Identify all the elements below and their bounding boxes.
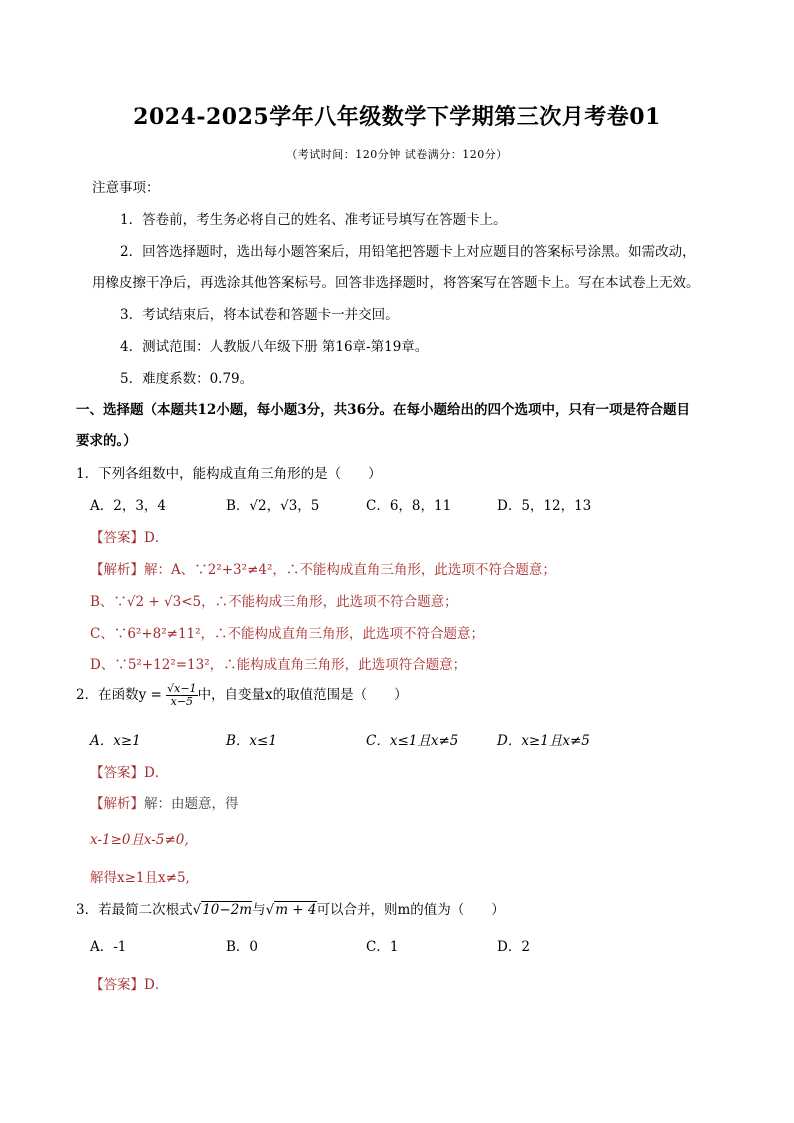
radicand: m + 4 [275, 902, 317, 918]
stem-prefix: 2．在函数y = [76, 687, 162, 703]
option-a: A．-1 [90, 939, 127, 955]
analysis-line: D、∵5²+12²=13²，∴能构成直角三角形，此选项符合题意； [90, 657, 467, 673]
option-a: A．x≥1 [90, 733, 141, 749]
question-stem [76, 898, 505, 918]
note-item: 2．回答选择题时，选出每小题答案后，用铅笔把答题卡上对应题目的答案标号涂黑。如需改动， [120, 244, 696, 260]
analysis-line: B、∵√2 + √3<5，∴不能构成三角形，此选项不符合题意； [90, 594, 458, 610]
question-stem: 1．下列各组数中，能构成直角三角形的是（ ） [76, 466, 382, 482]
note-item: 1．答卷前，考生务必将自己的姓名、准考证号填写在答题卡上。 [120, 212, 507, 228]
answer: 【答案】D． [90, 530, 169, 546]
fraction [166, 683, 197, 708]
option-c: C．1 [366, 939, 399, 955]
analysis-line: 解：由题意，得 [144, 796, 239, 812]
stem-suffix: 中，自变量x的取值范围是（ ） [197, 687, 408, 703]
analysis-line: 解：A、∵2²+3²≠4²，∴不能构成直角三角形，此选项不符合题意； [144, 562, 556, 578]
section-heading: 一、选择题（本题共12小题，每小题3分，共36分。在每小题给出的四个选项中，只有一项是符合题目 [76, 402, 690, 418]
option-d: D．2 [497, 939, 530, 955]
exam-info: （考试时间：120分钟 试卷满分：120分） [286, 148, 508, 161]
question-stem [76, 683, 408, 708]
option-d: D．x≥1且x≠5 [497, 733, 590, 749]
option-b: B．0 [226, 939, 259, 955]
answer: 【答案】D． [90, 765, 169, 781]
analysis-line: x-1≥0且x-5≠0, [90, 832, 189, 848]
note-item: 5．难度系数：0.79。 [120, 371, 254, 387]
section-heading-cont: 要求的。） [76, 433, 137, 449]
option-b: B．√2，√3，5 [226, 498, 320, 514]
fraction-denominator: x−5 [170, 695, 194, 708]
analysis-label: 【解析】 [90, 562, 144, 578]
analysis-line: 解得x≥1且x≠5, [90, 870, 190, 886]
notes-heading: 注意事项： [92, 180, 160, 196]
answer: 【答案】D． [90, 977, 169, 993]
fraction-numerator: √x−1 [167, 682, 197, 695]
stem-prefix: 3．若最简二次根式√ [76, 902, 202, 918]
radicand: 10−2m [202, 902, 253, 918]
option-c: C．6，8，11 [366, 498, 452, 514]
analysis-line: C、∵6²+8²≠11²，∴不能构成直角三角形，此选项不符合题意； [90, 626, 485, 642]
option-b: B．x≤1 [226, 733, 277, 749]
note-item: 3．考试结束后，将本试卷和答题卡一并交回。 [120, 307, 399, 323]
stem-suffix: 可以合并，则m的值为（ ） [316, 902, 505, 918]
option-a: A．2，3，4 [90, 498, 167, 514]
page-title: 2024-2025学年八年级数学下学期第三次月考卷01 [133, 104, 661, 130]
analysis [90, 792, 239, 812]
stem-middle: 与√ [252, 902, 275, 918]
note-item: 4．测试范围：人教版八年级下册 第16章-第19章。 [120, 339, 429, 355]
option-d: D．5，12，13 [497, 498, 592, 514]
note-item: 用橡皮擦干净后，再选涂其他答案标号。回答非选择题时，将答案写在答题卡上。写在本试卷上无效。 [92, 275, 700, 291]
option-c: C．x≤1且x≠5 [366, 733, 459, 749]
analysis-label: 【解析】 [90, 796, 144, 812]
analysis [90, 558, 556, 578]
